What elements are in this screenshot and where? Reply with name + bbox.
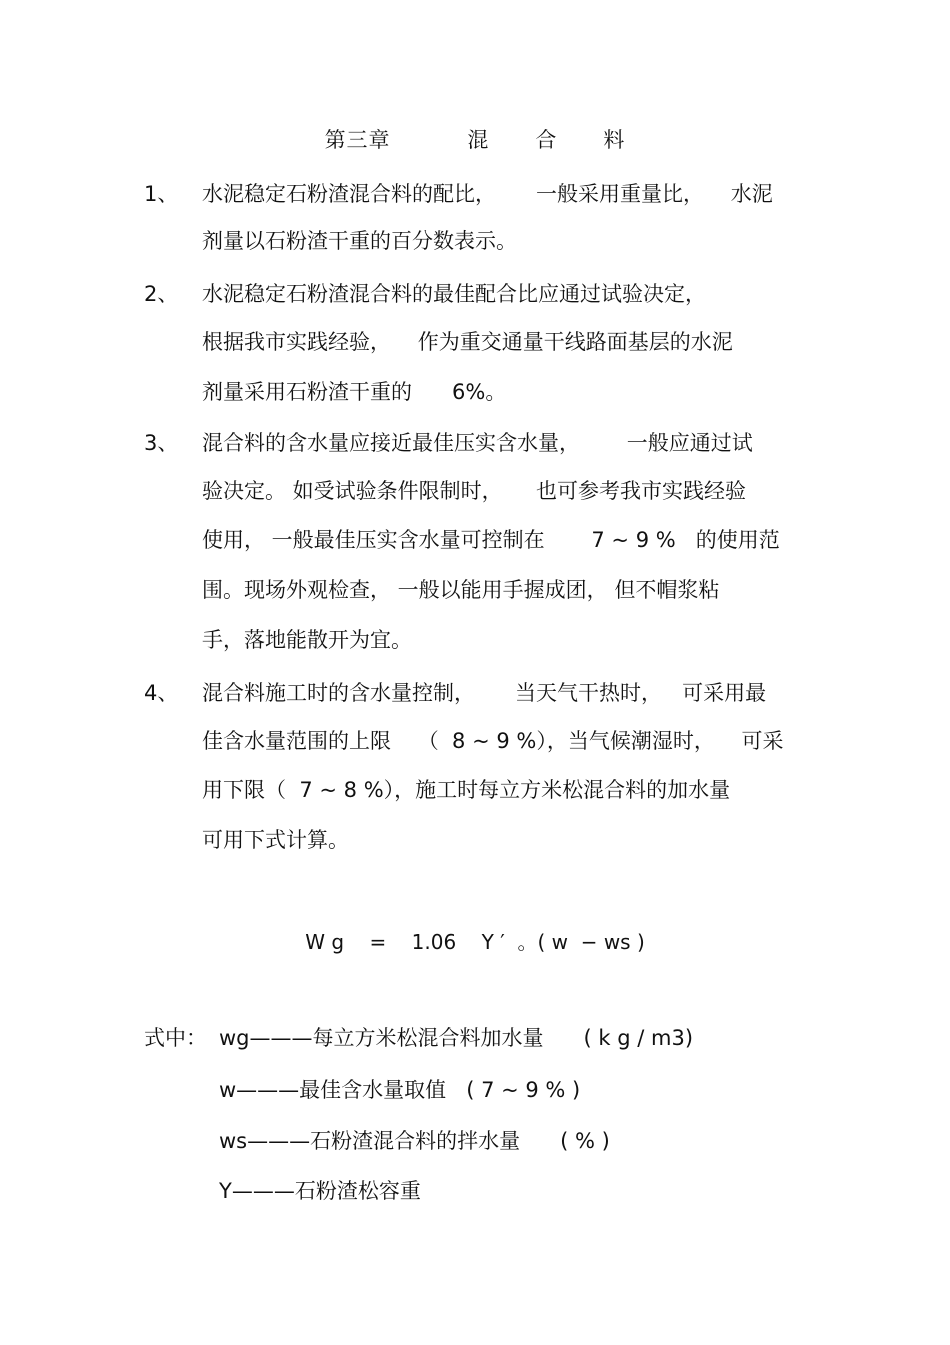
item-text-line: 根据我市实践经验， 作为重交通量干线路面基层的水泥 [202, 330, 733, 354]
page-title: 第三章 混 合 料 [324, 128, 626, 152]
item-text-line: 佳含水量范围的上限 （ 8 ~ 9 %），当气候潮湿时， 可采 [202, 729, 784, 753]
item-number: 2、 [144, 282, 179, 306]
item-number: 4、 [144, 681, 179, 705]
legend-line: Y———石粉渣松容重 [219, 1179, 421, 1203]
item-number: 3、 [144, 431, 179, 455]
item-text-line: 混合料的含水量应接近最佳压实含水量， 一般应通过试 [202, 431, 753, 455]
item-text-line: 手，落地能散开为宜。 [202, 628, 412, 652]
legend-label: 式中： [144, 1026, 207, 1050]
formula: W g = 1.06 Y ′ 。( w − ws ) [305, 930, 645, 954]
item-text-line: 可用下式计算。 [202, 828, 349, 852]
item-text-line: 混合料施工时的含水量控制， 当天气干热时， 可采用最 [202, 681, 767, 705]
legend-line: ws———石粉渣混合料的拌水量 ( % ) [219, 1129, 610, 1153]
item-text-line: 围。现场外观检查， 一般以能用手握成团， 但不帽浆粘 [202, 578, 720, 602]
item-number: 1、 [144, 182, 179, 206]
legend-line: w———最佳含水量取值 ( 7 ~ 9 % ) [219, 1078, 581, 1102]
item-text-line: 用下限（ 7 ~ 8 %），施工时每立方米松混合料的加水量 [202, 778, 731, 802]
item-text-line: 使用， 一般最佳压实含水量可控制在 7 ~ 9 % 的使用范 [202, 528, 780, 552]
legend-line: wg———每立方米松混合料加水量 ( k g / m3) [219, 1026, 694, 1050]
item-text-line: 剂量采用石粉渣干重的 6%。 [202, 380, 507, 404]
item-text-line: 剂量以石粉渣干重的百分数表示。 [202, 229, 517, 253]
item-text-line: 水泥稳定石粉渣混合料的最佳配合比应通过试验决定， [202, 282, 706, 306]
item-text-line: 验决定。 如受试验条件限制时， 也可参考我市实践经验 [202, 479, 747, 503]
item-text-line: 水泥稳定石粉渣混合料的配比， 一般采用重量比， 水泥 [202, 182, 773, 206]
